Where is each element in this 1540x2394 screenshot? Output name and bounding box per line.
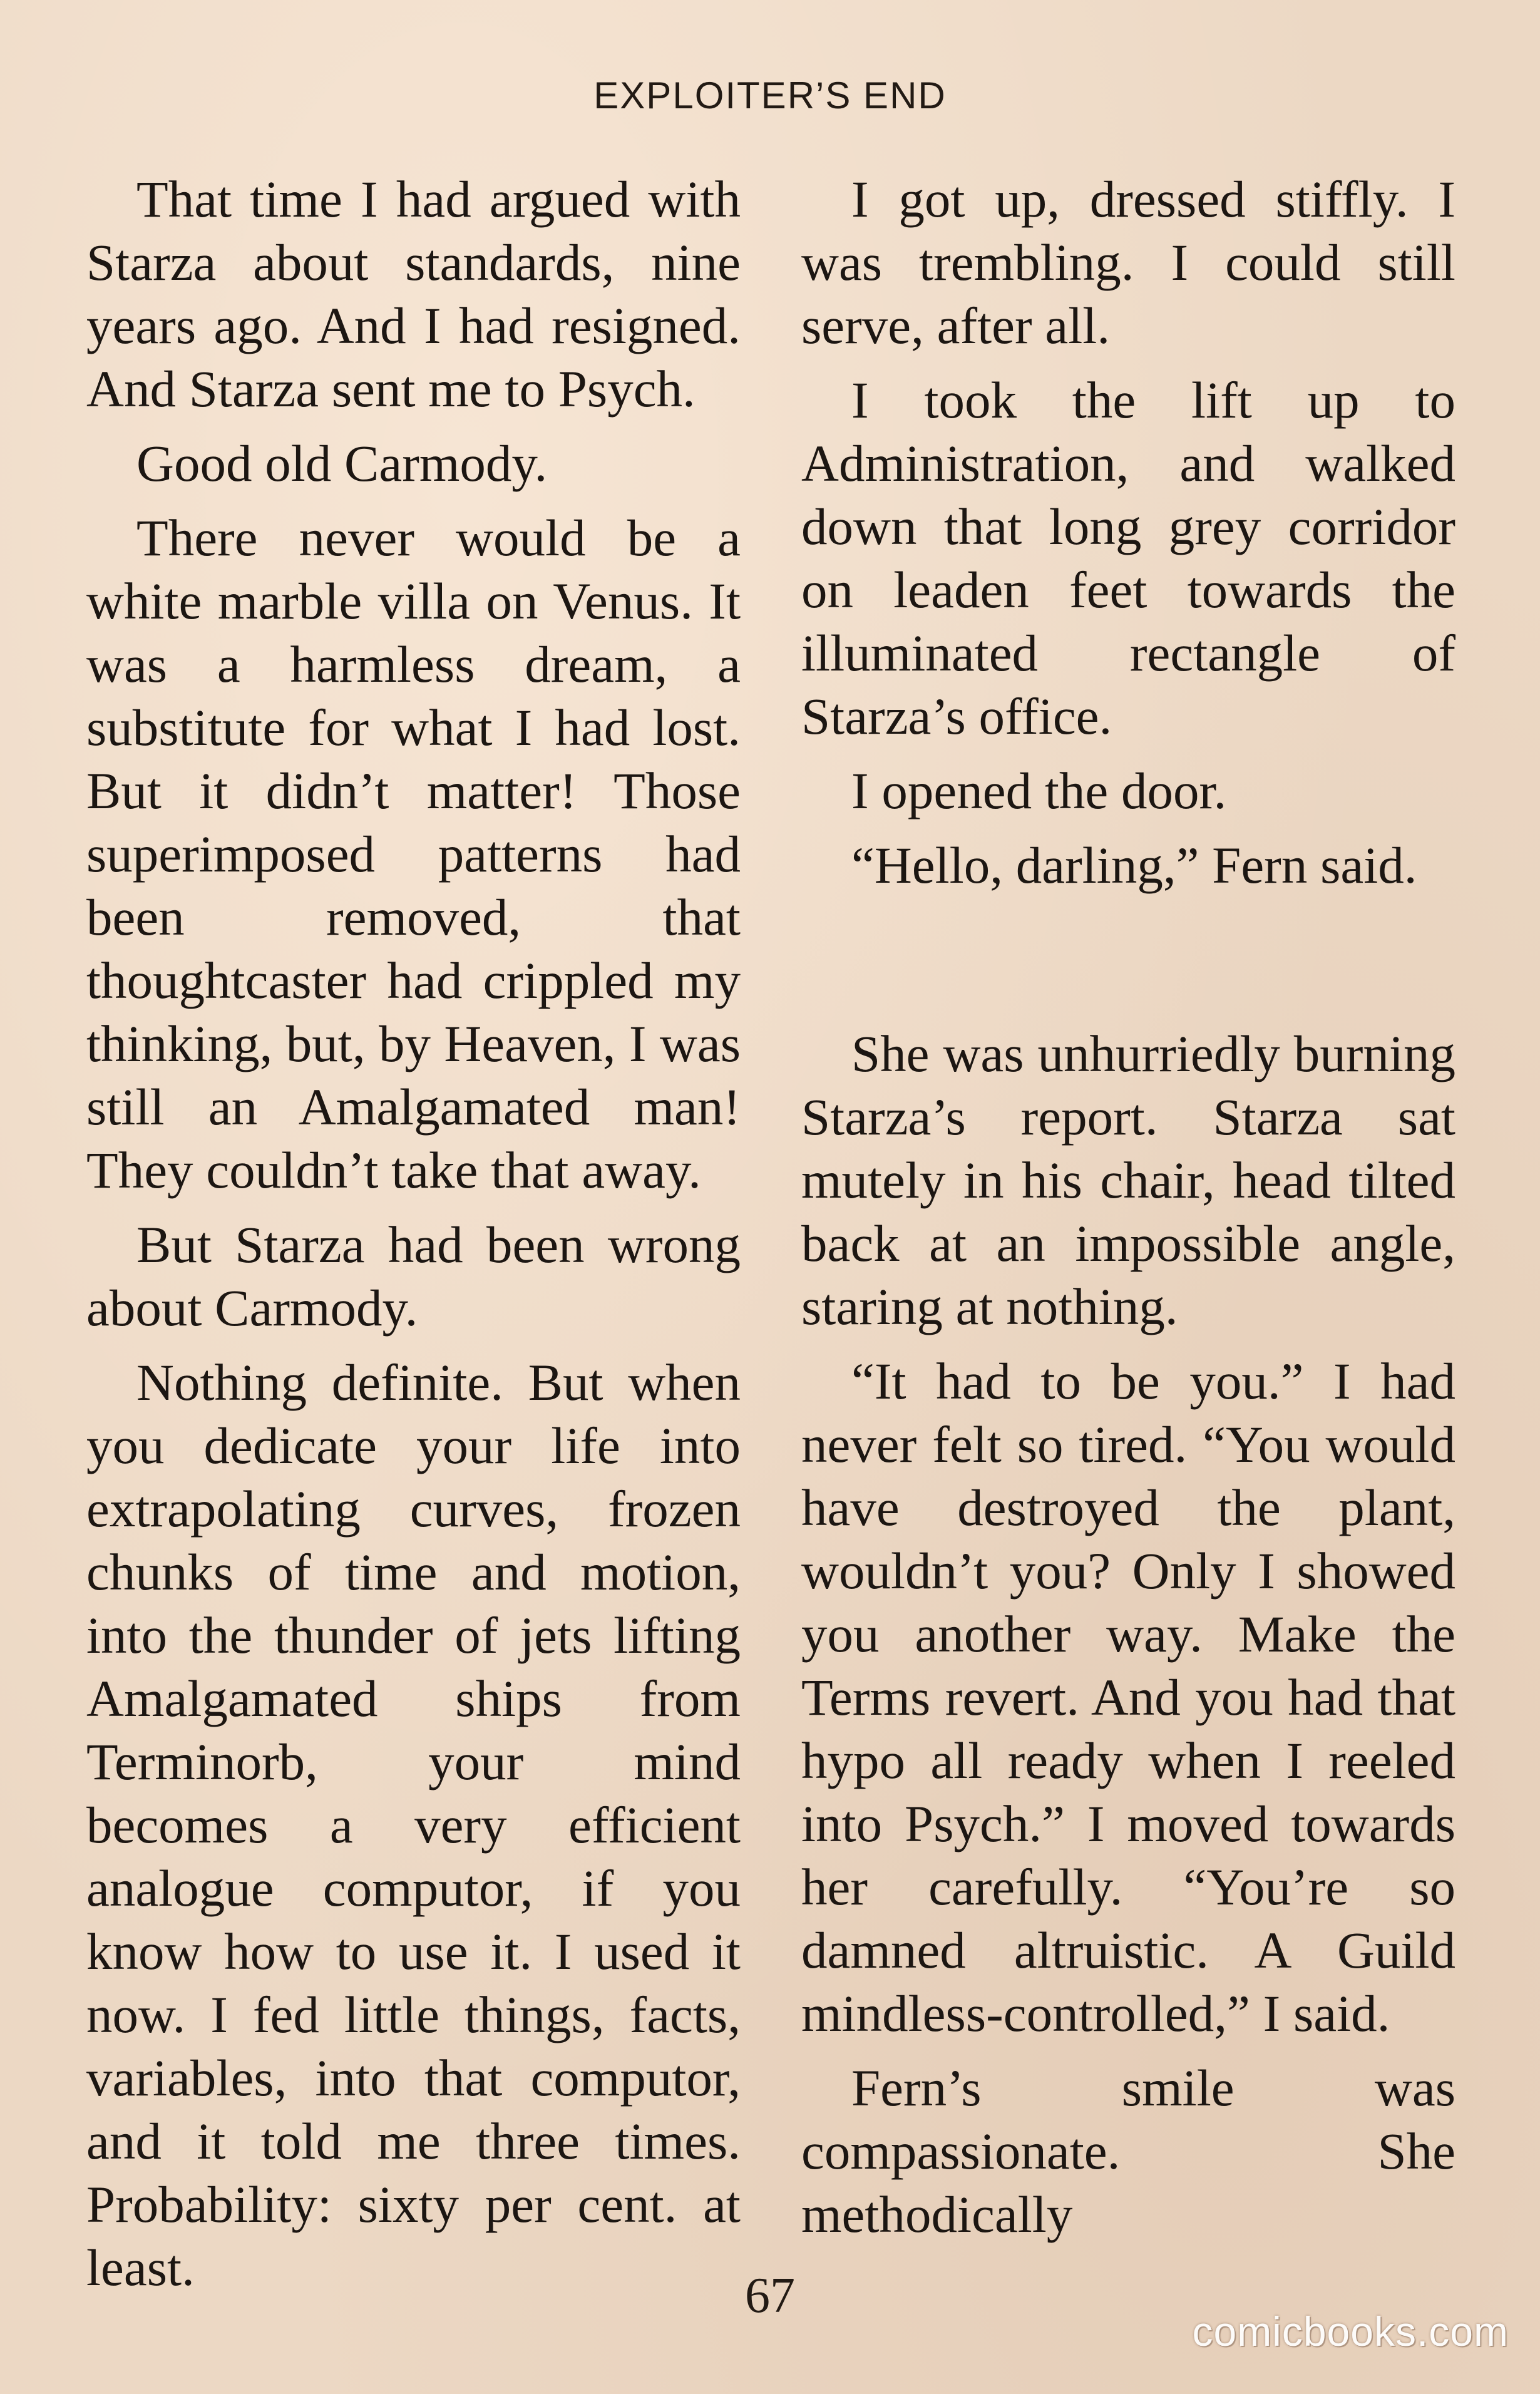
paragraph: “It had to be you.” I had never felt so tired. “You would have destroyed the plant, wouldn’t you? Only I showed you another way. Make the Terms revert. And you had that hypo all ready when I reeled into Psych.” I moved towards her carefully. “You’re so damned altruistic. A Guild mindless-controlled,” I said. xyxy=(801,1352,1455,2042)
page-number: 67 xyxy=(745,2268,795,2323)
paragraph: But Starza had been wrong about Carmody. xyxy=(86,1216,741,1337)
watermark-logo: comicbooks.com xyxy=(1192,2308,1509,2355)
left-column xyxy=(86,168,741,2311)
paragraph: Fern’s smile was compassionate. She methodically xyxy=(801,2059,1455,2243)
paragraph: That time I had argued with Starza about standards, nine years ago. And I had resigned. And Starza sent me to Psych. xyxy=(86,170,741,418)
paragraph: “Hello, darling,” Fern said. xyxy=(851,836,1417,894)
paragraph: I took the lift up to Administration, and walked down that long grey corridor on leaden feet towards the illuminated rectangle of Starza’s office. xyxy=(801,371,1455,745)
paragraph: I opened the door. xyxy=(851,762,1227,819)
running-head: EXPLOITER’S END xyxy=(593,74,947,116)
paragraph: Nothing definite. But when you dedicate your life into extrapolating curves, frozen chunks of time and motion, into the thunder of jets lifting Amalgamated ships from Terminorb, your mind becomes a very efficient analogue computor, if you know how to use it. I used it now. I fed little things, facts, variables, into that computor, and it told me three times. Probability: sixty per cent. at least. xyxy=(86,1354,741,2296)
paragraph: Good old Carmody. xyxy=(136,434,548,492)
paragraph: There never would be a white marble villa on Venus. It was a harmless dream, a substitute for what I had lost. But it didn’t matter! Those superimposed patterns had been removed, that thoughtcaster had crippled my thinking, but, by Heaven, I was still an Amalgamated man! They couldn’t take that away. xyxy=(86,509,741,1199)
right-column xyxy=(801,168,1455,2258)
paragraph: She was unhurriedly burning Starza’s report. Starza sat mutely in his chair, head tilted back at an impossible angle, staring at nothing. xyxy=(801,1025,1455,1335)
paragraph: I got up, dressed stiffly. I was trembling. I could still serve, after all. xyxy=(801,170,1455,354)
